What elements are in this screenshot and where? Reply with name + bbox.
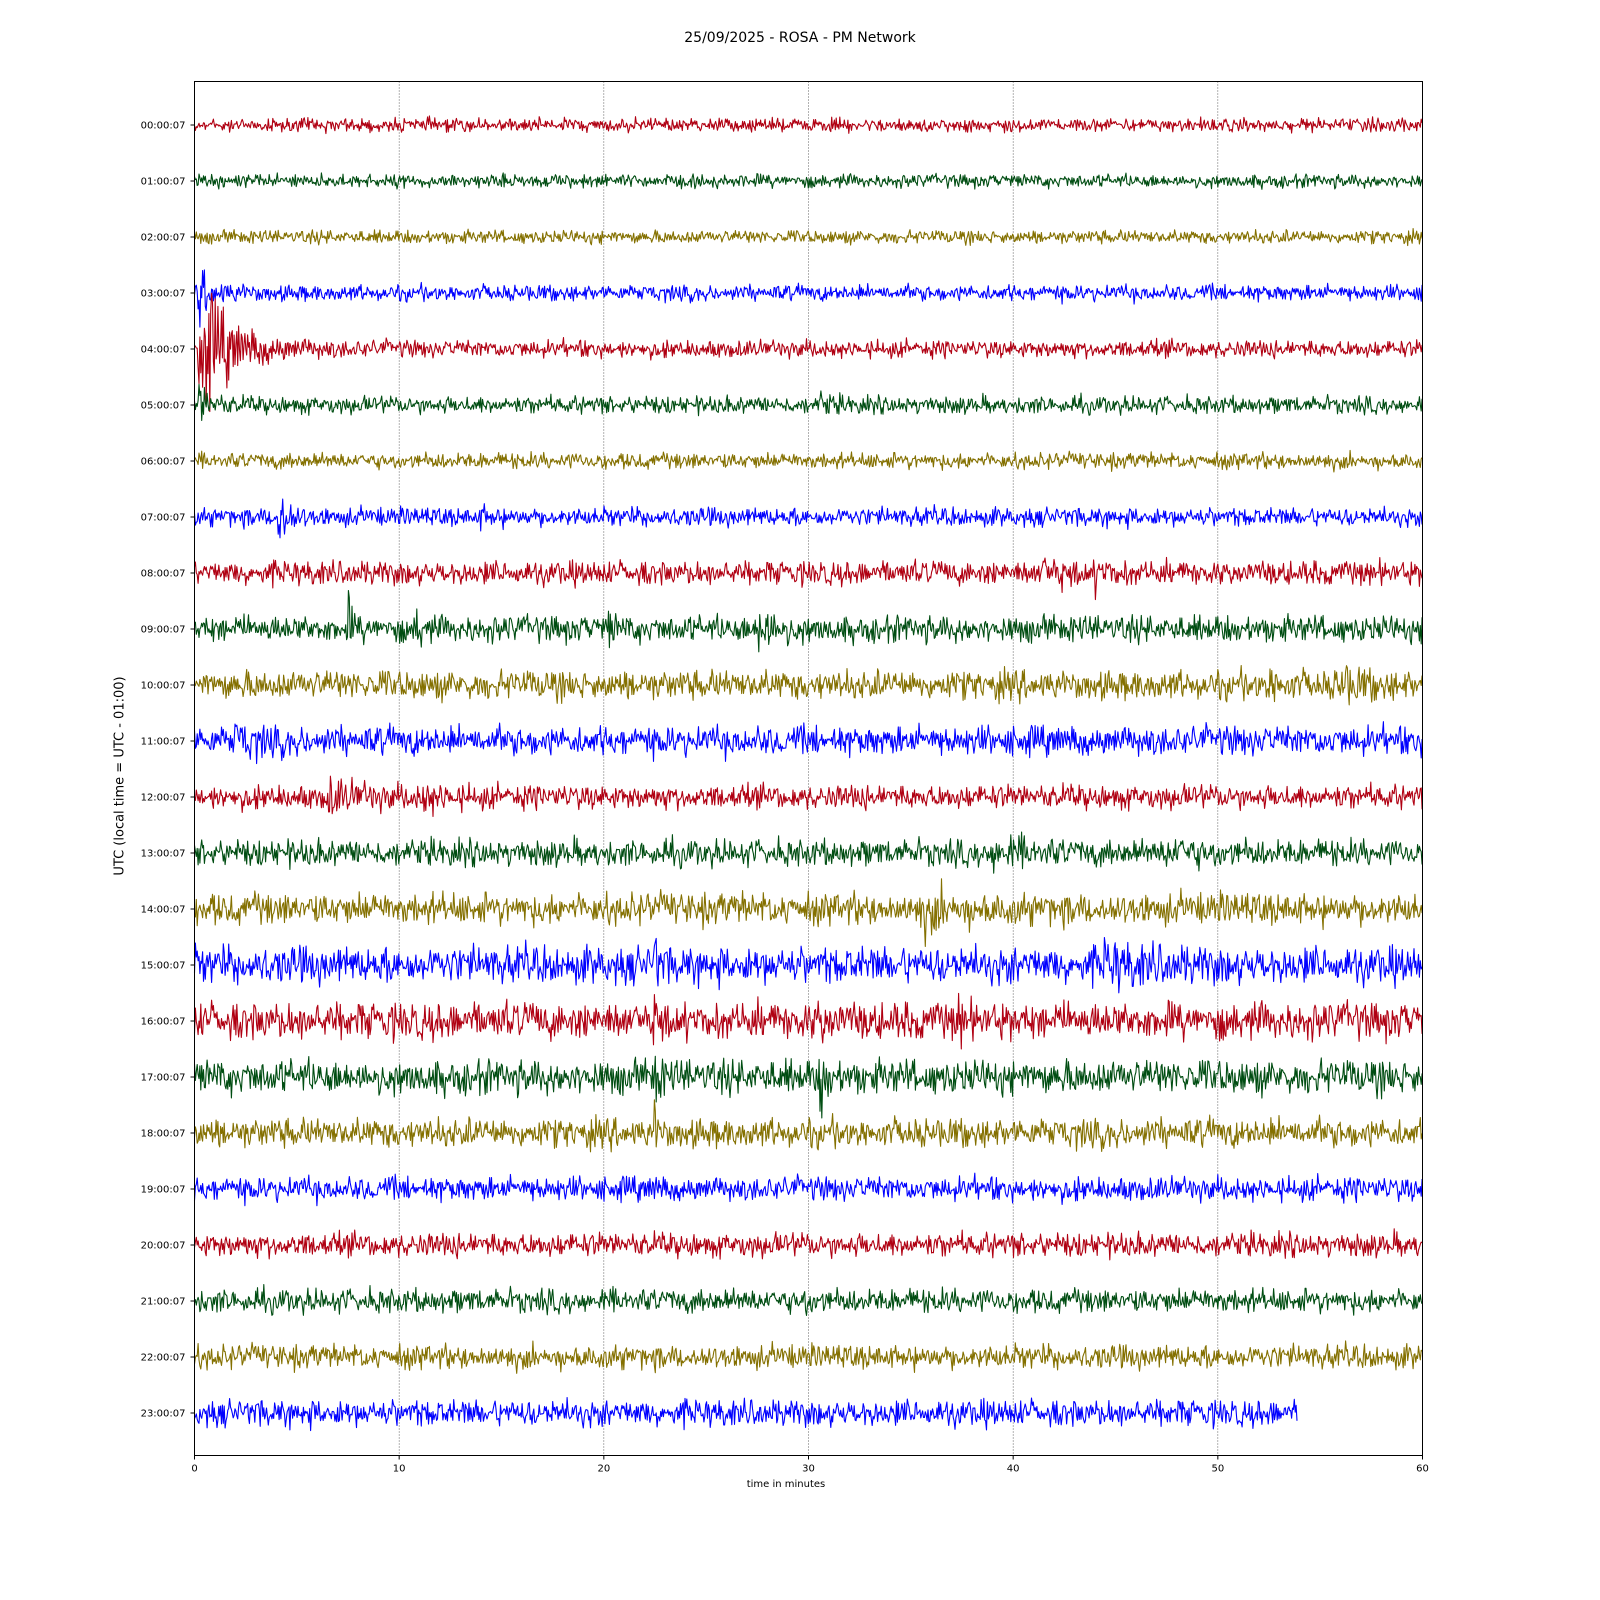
x-tick-label: 50 — [1211, 1463, 1225, 1475]
trace-line — [195, 993, 1423, 1049]
y-tick-label: 21:00:07 — [140, 1296, 186, 1308]
y-axis-label: UTC (local time = UTC - 01:00) — [112, 676, 128, 876]
x-tick-label: 60 — [1416, 1463, 1429, 1475]
y-tick-label: 17:00:07 — [140, 1072, 186, 1084]
y-tick-label: 23:00:07 — [140, 1408, 186, 1420]
y-tick-label: 15:00:07 — [140, 960, 186, 972]
trace-line — [195, 557, 1423, 599]
y-tick-label: 08:00:07 — [140, 568, 186, 580]
trace-line — [195, 116, 1423, 134]
x-tick-label: 40 — [1006, 1463, 1020, 1475]
y-tick-label: 22:00:07 — [140, 1352, 186, 1364]
y-tick-label: 04:00:07 — [140, 344, 186, 356]
x-axis-label: time in minutes — [746, 1479, 826, 1490]
y-tick-label: 19:00:07 — [140, 1184, 186, 1196]
trace-line — [195, 1398, 1298, 1431]
y-tick-label: 18:00:07 — [140, 1128, 186, 1140]
x-tick-label: 20 — [597, 1463, 611, 1475]
x-tick-label: 30 — [802, 1463, 815, 1475]
x-axis-ticks — [191, 1456, 1429, 1475]
trace-line — [195, 776, 1423, 816]
y-tick-label: 05:00:07 — [140, 400, 186, 412]
trace-line — [195, 229, 1423, 246]
y-tick-label: 00:00:07 — [140, 120, 186, 132]
y-tick-label: 02:00:07 — [140, 232, 186, 244]
y-tick-label: 06:00:07 — [140, 456, 186, 468]
y-tick-label: 13:00:07 — [140, 848, 186, 860]
y-tick-label: 07:00:07 — [140, 512, 186, 524]
x-tick-label: 10 — [392, 1463, 406, 1475]
y-tick-label: 03:00:07 — [140, 288, 186, 300]
y-tick-label: 10:00:07 — [140, 680, 186, 692]
y-tick-label: 09:00:07 — [140, 624, 186, 636]
y-tick-label: 11:00:07 — [140, 736, 186, 748]
chart-title: 25/09/2025 - ROSA - PM Network — [684, 30, 916, 46]
y-tick-label: 12:00:07 — [140, 792, 186, 804]
y-axis-ticks — [141, 121, 195, 1420]
y-tick-label: 20:00:07 — [140, 1240, 186, 1252]
y-tick-label: 16:00:07 — [140, 1016, 186, 1028]
y-tick-label: 14:00:07 — [140, 904, 186, 916]
x-tick-label: 0 — [191, 1463, 198, 1475]
y-tick-label: 01:00:07 — [140, 176, 186, 188]
